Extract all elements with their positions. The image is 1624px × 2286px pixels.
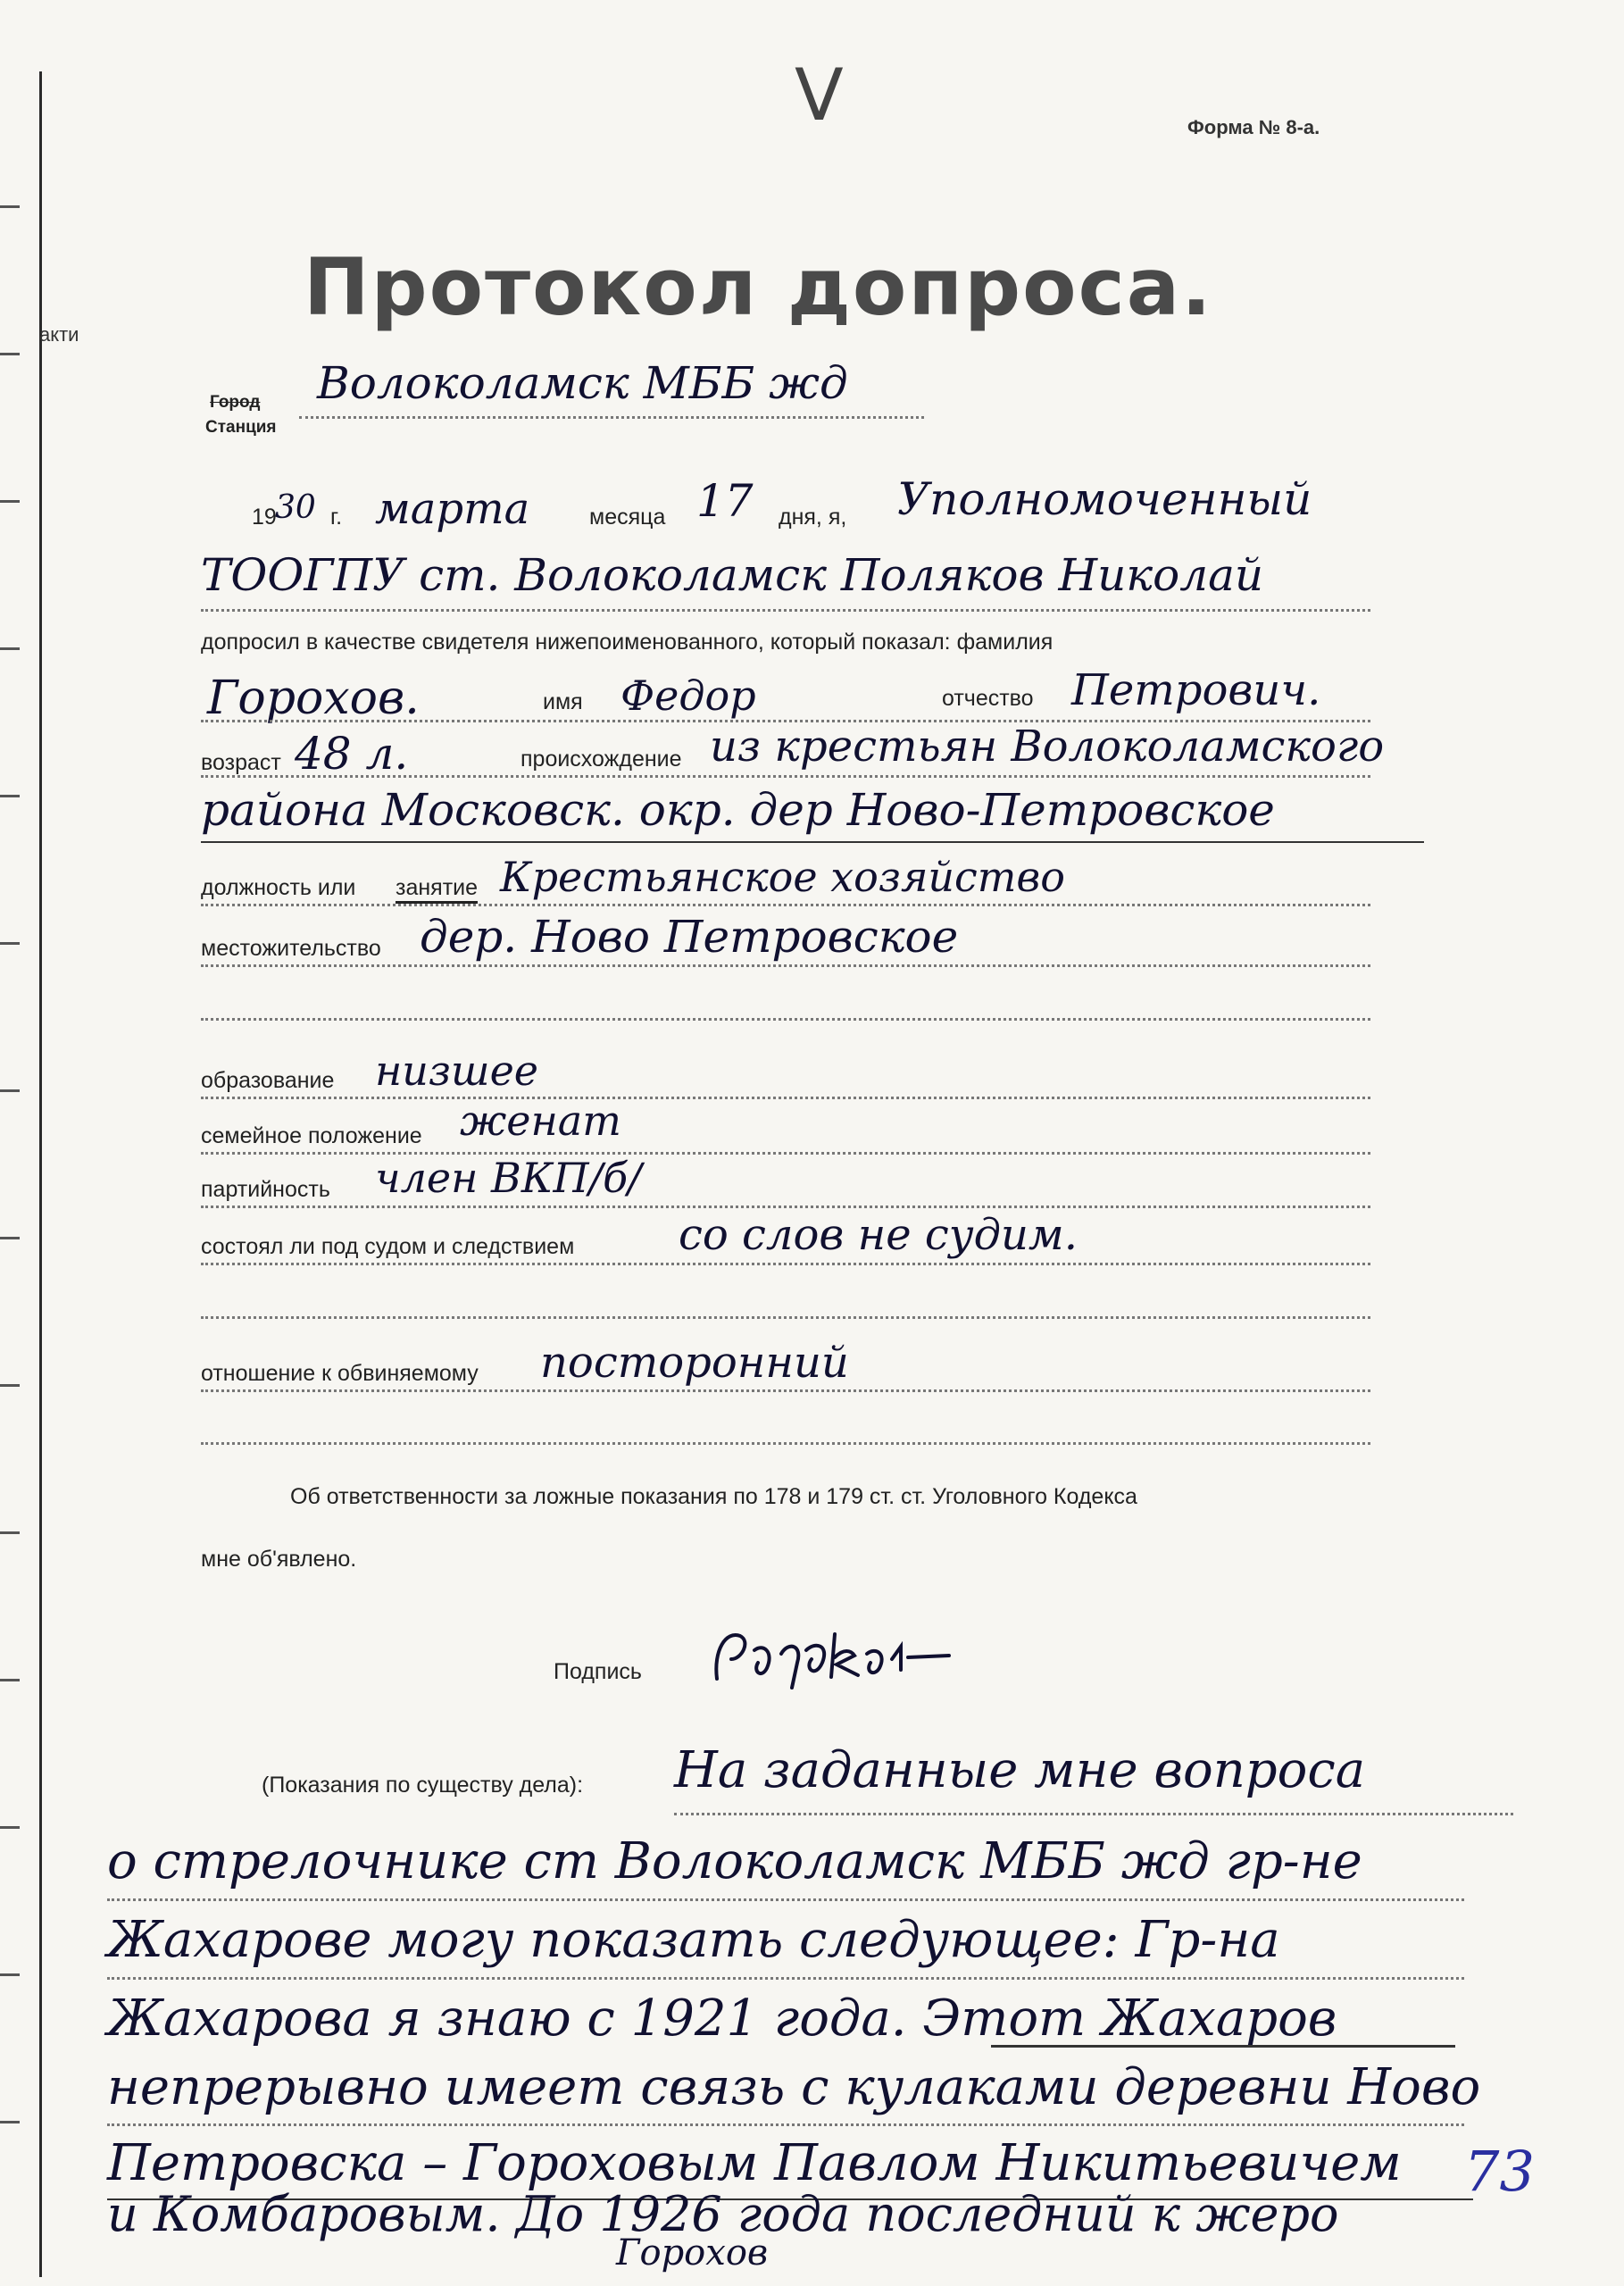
party-value: член ВКП/б/	[375, 1154, 642, 1202]
top-checkmark: V	[795, 54, 844, 137]
testimony-line-2: Жахарове могу показать следующее: Гр-на	[107, 1911, 1280, 1969]
name-label: имя	[543, 689, 583, 714]
testimony-dots-0	[674, 1813, 1513, 1815]
testimony-line-4: непрерывно имеет связь с кулаками деревни Ново	[107, 2058, 1481, 2116]
origin-value-1: из крестьян Волоколамского	[710, 722, 1385, 772]
document-title: Протокол допроса.	[304, 241, 1213, 333]
relation-value: посторонний	[540, 1338, 849, 1388]
residence-dots-1	[201, 964, 1370, 967]
signature-image	[710, 1623, 969, 1707]
occupation-label-word: занятие	[396, 875, 478, 904]
relation-label: отношение к обвиняемому	[201, 1361, 479, 1386]
testimony-dots-2	[107, 1977, 1464, 1980]
bottom-signature: Горохов	[616, 2232, 769, 2273]
occupation-dots	[201, 904, 1370, 906]
testimony-line-5: Петровска – Гороховым Павлом Никитьевичем	[107, 2134, 1402, 2192]
residence-value: дер. Ново Петровское	[420, 911, 959, 963]
name-value: Федор	[620, 672, 756, 720]
court-value: со слов не судим.	[679, 1210, 1078, 1260]
residence-label: местожительство	[201, 936, 381, 961]
officer-value-2: ТООГПУ ст. Волоколамск Поляков Николай	[201, 549, 1264, 601]
education-value: низшее	[375, 1047, 539, 1095]
stanciya-label: Станция	[205, 418, 277, 437]
education-label: образование	[201, 1068, 335, 1093]
gorod-label: Город	[210, 393, 261, 412]
court-dots-2	[201, 1316, 1370, 1319]
signature-label: Подпись	[554, 1659, 642, 1684]
margin-text: акти	[39, 323, 79, 346]
testimony-underline-3	[991, 2045, 1455, 2048]
education-dots	[201, 1097, 1370, 1099]
testimony-line-0: На заданные мне вопроса	[674, 1741, 1366, 1799]
place-dots	[299, 416, 924, 419]
age-label: возраст	[201, 750, 281, 775]
responsibility-line1: Об ответственности за ложные показания по 178 и 179 ст. ст. Уголовного Кодекса	[290, 1484, 1137, 1509]
left-margin-line	[39, 71, 42, 2277]
patronymic-label: отчество	[942, 686, 1034, 711]
day-label: дня, я,	[779, 505, 847, 530]
year-prefix: 19	[252, 505, 277, 530]
form-number: Форма № 8-а.	[1187, 116, 1320, 138]
month-label: месяца	[589, 505, 666, 530]
year-hand: 30	[275, 489, 316, 526]
court-label: состоял ли под судом и следствием	[201, 1234, 575, 1259]
patronymic-value: Петрович.	[1071, 665, 1321, 715]
testimony-label: (Показания по существу дела):	[262, 1773, 584, 1798]
testimony-dots-4	[107, 2123, 1464, 2126]
testimony-dots-1	[107, 1898, 1464, 1901]
testimony-line-6: и Комбаровым. До 1926 года последний к жеро	[107, 2186, 1339, 2242]
origin-underline	[201, 841, 1424, 843]
testimony-line-3: Жахарова я знаю с 1921 года. Этот Жахаров	[107, 1990, 1337, 2048]
page-number-stamp: 73	[1464, 2139, 1535, 2204]
signature-scribble	[710, 1623, 969, 1695]
testimony-line-1: о стрелочнике ст Волоколамск МББ жд гр-не	[107, 1832, 1362, 1890]
officer-dots	[201, 609, 1370, 612]
occupation-label-prefix: должность или	[201, 875, 356, 900]
surname-value: Горохов.	[207, 672, 420, 725]
day-value: 17	[696, 475, 754, 527]
family-value: женат	[460, 1097, 621, 1145]
responsibility-line2: мне об'явлено.	[201, 1547, 357, 1572]
origin-dots-1	[201, 775, 1370, 778]
place-value: Волоколамск МББ жд	[317, 357, 848, 409]
origin-value-2: района Московск. окр. дер Ново-Петровское	[201, 784, 1275, 836]
relation-dots-2	[201, 1442, 1370, 1445]
intro-text: допросил в качестве свидетеля нижепоименованного, который показал: фамилия	[201, 630, 1054, 655]
occupation-value: Крестьянское хозяйство	[500, 853, 1065, 901]
court-dots-1	[201, 1263, 1370, 1265]
relation-dots-1	[201, 1389, 1370, 1392]
year-g-label: г.	[330, 505, 343, 530]
month-value: марта	[375, 484, 530, 534]
officer-value-1: Уполномоченный	[897, 473, 1312, 525]
residence-dots-2	[201, 1018, 1370, 1021]
party-label: партийность	[201, 1177, 330, 1202]
family-label: семейное положение	[201, 1123, 422, 1148]
age-value: 48 л.	[295, 728, 409, 780]
origin-label: происхождение	[521, 747, 682, 772]
party-dots	[201, 1206, 1370, 1208]
